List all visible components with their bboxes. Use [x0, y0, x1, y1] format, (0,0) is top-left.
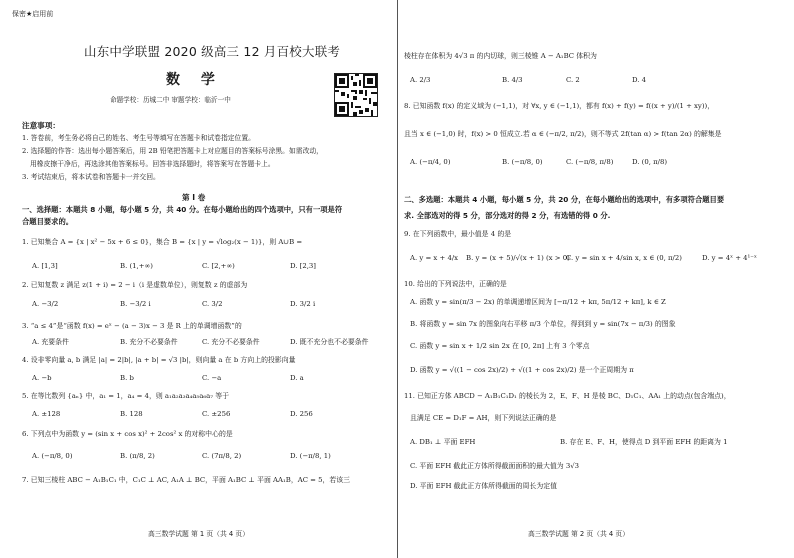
- statement: A. 函数 y = sin(π/3 − 2x) 的单调递增区间为 [−π/12 + kπ, 5π/12 + kπ], k ∈ Z: [410, 298, 666, 306]
- question-stem: 2. 已知复数 z 满足 z(1 + i) = 2 − i（i 是虚数单位），则复数 z 的虚部为: [22, 281, 248, 289]
- note-item: 3. 考试结束后，将本试卷和答题卡一并交回。: [22, 173, 160, 181]
- question-stem: 且满足 CE = D₁F = AH，则下列说法正确的是: [410, 414, 557, 422]
- notes-title: 注意事项：: [22, 121, 60, 130]
- option: D. (−π/8, 1): [290, 452, 331, 460]
- option: D. [2,3]: [290, 262, 316, 270]
- option: A. (−π/8, 0): [32, 452, 73, 460]
- option: D. 256: [290, 410, 313, 418]
- question-stem: 1. 已知集合 A = {x | x² − 5x + 6 ≤ 0}，集合 B = {x | y = √log₂(x − 1)}，则 A∪B =: [22, 238, 303, 246]
- option: B. 4/3: [502, 76, 523, 84]
- option: D. 既不充分也不必要条件: [290, 338, 369, 346]
- exam-title: 山东中学联盟 2020 级高三 12 月百校大联考: [84, 44, 341, 59]
- statement: C. 函数 y = sin x + 1/2 sin 2x 在 [0, 2π] 上有 3 个零点: [410, 342, 590, 350]
- option: A. 充要条件: [32, 338, 69, 346]
- option: A. ±128: [32, 410, 61, 418]
- option: B. (−π/8, 0): [502, 158, 543, 166]
- option: B. −3/2 i: [120, 300, 151, 308]
- question-stem: 10. 给出的下列说法中，正确的是: [404, 280, 507, 288]
- option: D. a: [290, 374, 304, 382]
- page-divider: [397, 0, 398, 558]
- option: A. 2/3: [410, 76, 431, 84]
- option: A. (−π/4, 0): [410, 158, 451, 166]
- option: C. −a: [202, 374, 222, 382]
- option: C. (−π/8, π/8): [566, 158, 614, 166]
- section2-heading: 二、多选题：本题共 4 小题，每小题 5 分，共 20 分，在每小题给出的选项中，有多项符合题目要: [404, 195, 725, 204]
- question-stem: 5. 在等比数列 {aₙ} 中，a₁ = 1，a₄ = 4，则 a₁a₂a₃a₄a₅a₆a₇ 等于: [22, 392, 229, 400]
- option: B. b: [120, 374, 134, 382]
- page-footer-left: 高三数学试题 第 1 页（共 4 页）: [148, 530, 250, 538]
- statement: C. 平面 EFH 截此正方体所得截面面积的最大值为 3√3: [410, 462, 579, 470]
- statement: A. DB₁ ⊥ 平面 EFH: [410, 438, 476, 446]
- note-item: 2. 选择题的作答：选出每小题答案后，用 2B 铅笔把答题卡上对应题目的答案标号涂黑。如需改动，: [22, 147, 323, 155]
- option: D. 3/2 i: [290, 300, 316, 308]
- question-stem: 7. 已知三棱柱 ABC − A₁B₁C₁ 中，C₁C ⊥ AC, A₁A ⊥ BC，平面 A₁BC ⊥ 平面 AA₁B，AC = 5，若该三: [22, 476, 351, 484]
- note-item: 用橡皮擦干净后，再选涂其他答案标号。回答非选择题时，将答案写在答题卡上。: [30, 160, 275, 168]
- subject-title: 数 学: [166, 72, 223, 88]
- option: B. y = (x + 5)/√(x + 1) (x > 0): [466, 254, 570, 262]
- question-stem: 且当 x ∈ (−1,0) 时，f(x) > 0 恒成立.若 α ∈ (−π/2, π/2)，则不等式 2f(tan α) > f(tan 2α) 的解集是: [404, 130, 722, 138]
- question-stem: 3. “a ≤ 4”是“函数 f(x) = eˣ − (a − 3)x − 3 是 R 上的单调增函数”的: [22, 322, 242, 330]
- option: C. 2: [566, 76, 580, 84]
- option: C. y = sin x + 4/sin x, x ∈ (0, π/2): [566, 254, 682, 262]
- page-footer-right: 高三数学试题 第 2 页（共 4 页）: [528, 530, 630, 538]
- option: C. 充分不必要条件: [202, 338, 260, 346]
- note-item: 1. 答卷前，考生务必将自己的姓名、考生号等填写在答题卡和试卷指定位置。: [22, 134, 255, 142]
- option: B. 128: [120, 410, 143, 418]
- statement: D. 平面 EFH 截此正方体所得截面的周长为定值: [410, 482, 557, 490]
- section1-heading: 一、选择题：本题共 8 小题，每小题 5 分，共 40 分。在每小题给出的四个选项中，只有一项是符: [22, 205, 343, 214]
- setter-info: 命题学校：历城二中 审题学校：临沂一中: [110, 96, 231, 104]
- statement: D. 函数 y = √((1 − cos 2x)/2) + √((1 + cos 2x)/2) 是一个正周期为 π: [410, 366, 634, 374]
- option: C. (7π/8, 2): [202, 452, 242, 460]
- option: C. [2,+∞): [202, 262, 235, 270]
- statement: B. 将函数 y = sin 7x 的图象向右平移 π/3 个单位，得到到 y = sin(7x − π/3) 的图象: [410, 320, 676, 328]
- option: D. (0, π/8): [632, 158, 668, 166]
- option: B. (π/8, 2): [120, 452, 155, 460]
- option: C. 3/2: [202, 300, 223, 308]
- section1-heading-cont: 合题目要求的。: [22, 217, 74, 226]
- statement: B. 存在 E、F、H，使得点 D 到平面 EFH 的距离为 1: [560, 438, 728, 446]
- qr-code-icon: [334, 73, 378, 117]
- option: A. [1,3]: [32, 262, 58, 270]
- question-stem: 11. 已知正方体 ABCD − A₁B₁C₁D₁ 的棱长为 2，E、F、H 是棱 BC、D₁C₁、AA₁ 上的动点(包含端点)，: [404, 392, 731, 400]
- section2-heading-cont: 求. 全部选对的得 5 分，部分选对的得 2 分，有选错的得 0 分.: [404, 211, 611, 220]
- option: B. (1,+∞): [120, 262, 153, 270]
- secret-label: 保密★启用前: [12, 10, 54, 18]
- option: A. −b: [32, 374, 52, 382]
- volume-label: 第 I 卷: [182, 193, 206, 202]
- option: A. y = x + 4/x: [410, 254, 459, 262]
- option: D. y = 4ˣ + 4¹⁻ˣ: [702, 254, 757, 262]
- question-stem: 4. 设非零向量 a, b 满足 |a| = 2|b|, |a + b| = √3 |b|，则向量 a 在 b 方向上的投影向量: [22, 356, 296, 364]
- question-stem: 6. 下列点中为函数 y = (sin x + cos x)² + 2cos² x 的对称中心的是: [22, 430, 233, 438]
- option: B. 充分不必要条件: [120, 338, 178, 346]
- question-stem: 9. 在下列函数中，最小值是 4 的是: [404, 230, 512, 238]
- option: A. −3/2: [32, 300, 59, 308]
- option: D. 4: [632, 76, 647, 84]
- question-stem: 8. 已知函数 f(x) 的定义域为 (−1,1)，对 ∀x, y ∈ (−1,1)，都有 f(x) + f(y) = f((x + y)/(1 + xy))，: [404, 102, 715, 110]
- option: C. ±256: [202, 410, 231, 418]
- question-stem: 棱柱存在体积为 4√3 π 的内切球，则三棱锥 A − A₁BC 体积为: [404, 52, 597, 60]
